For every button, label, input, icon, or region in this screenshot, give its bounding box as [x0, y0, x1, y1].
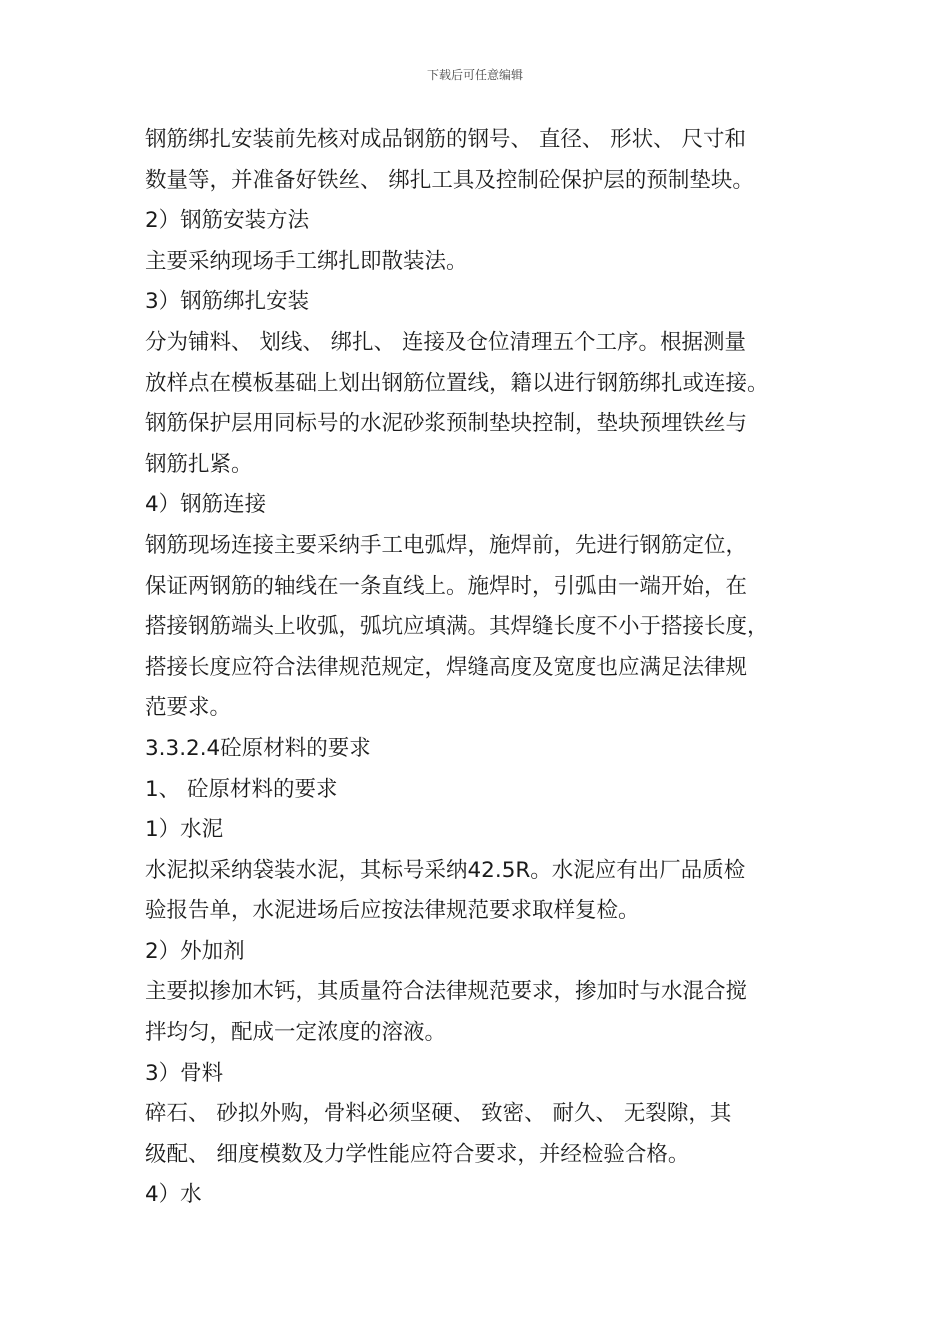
section-heading: 4）水	[145, 1182, 202, 1208]
text-line: 钢筋现场连接主要采纳手工电弧焊，施焊前，先进行钢筋定位，	[145, 532, 748, 558]
text-line: 范要求。	[145, 695, 232, 721]
section-heading: 2）钢筋安装方法	[145, 208, 310, 234]
section-heading: 3.3.2.4砼原材料的要求	[145, 735, 371, 761]
text-line: 水泥拟采纳袋装水泥，其标号采纳42.5R。水泥应有出厂品质检	[145, 857, 746, 883]
text-line: 搭接长度应符合法律规范规定，焊缝高度及宽度也应满足法律规	[145, 654, 748, 680]
text-line: 拌均匀，配成一定浓度的溶液。	[145, 1020, 447, 1046]
text-line: 主要采纳现场手工绑扎即散装法。	[145, 248, 468, 274]
section-heading: 1）水泥	[145, 817, 224, 843]
text-line: 分为铺料、 划线、 绑扎、 连接及仓位清理五个工序。根据测量	[145, 329, 747, 355]
text-line: 验报告单，水泥进场后应按法律规范要求取样复检。	[145, 898, 640, 924]
section-heading: 4）钢筋连接	[145, 492, 267, 518]
text-line: 主要拟掺加木钙，其质量符合法律规范要求，掺加时与水混合搅	[145, 979, 748, 1005]
page-header: 下载后可任意编辑	[426, 68, 523, 82]
text-line: 搭接钢筋端头上收弧，弧坑应填满。其焊缝长度不小于搭接长度，	[145, 614, 769, 640]
text-line: 钢筋绑扎安装前先核对成品钢筋的钢号、 直径、 形状、 尺寸和	[145, 127, 747, 152]
text-line: 碎石、 砂拟外购，骨料必须坚硬、 致密、 耐久、 无裂隙，其	[145, 1101, 732, 1127]
text-line: 级配、 细度模数及力学性能应符合要求，并经检验合格。	[145, 1141, 690, 1167]
text-line: 保证两钢筋的轴线在一条直线上。施焊时，引弧由一端开始，在	[145, 573, 748, 599]
section-heading: 1、 砼原材料的要求	[145, 776, 338, 802]
section-heading: 2）外加剂	[145, 938, 245, 964]
section-heading: 3）钢筋绑扎安装	[145, 289, 310, 315]
text-line: 数量等，并准备好铁丝、 绑扎工具及控制砼保护层的预制垫块。	[145, 167, 754, 193]
text-line: 钢筋扎紧。	[145, 451, 253, 477]
document-body	[145, 120, 810, 1216]
text-line: 钢筋保护层用同标号的水泥砂浆预制垫块控制，垫块预埋铁丝与	[145, 411, 748, 437]
text-line: 放样点在模板基础上划出钢筋位置线，籍以进行钢筋绑扎或连接。	[145, 370, 769, 396]
section-heading: 3）骨料	[145, 1060, 224, 1086]
